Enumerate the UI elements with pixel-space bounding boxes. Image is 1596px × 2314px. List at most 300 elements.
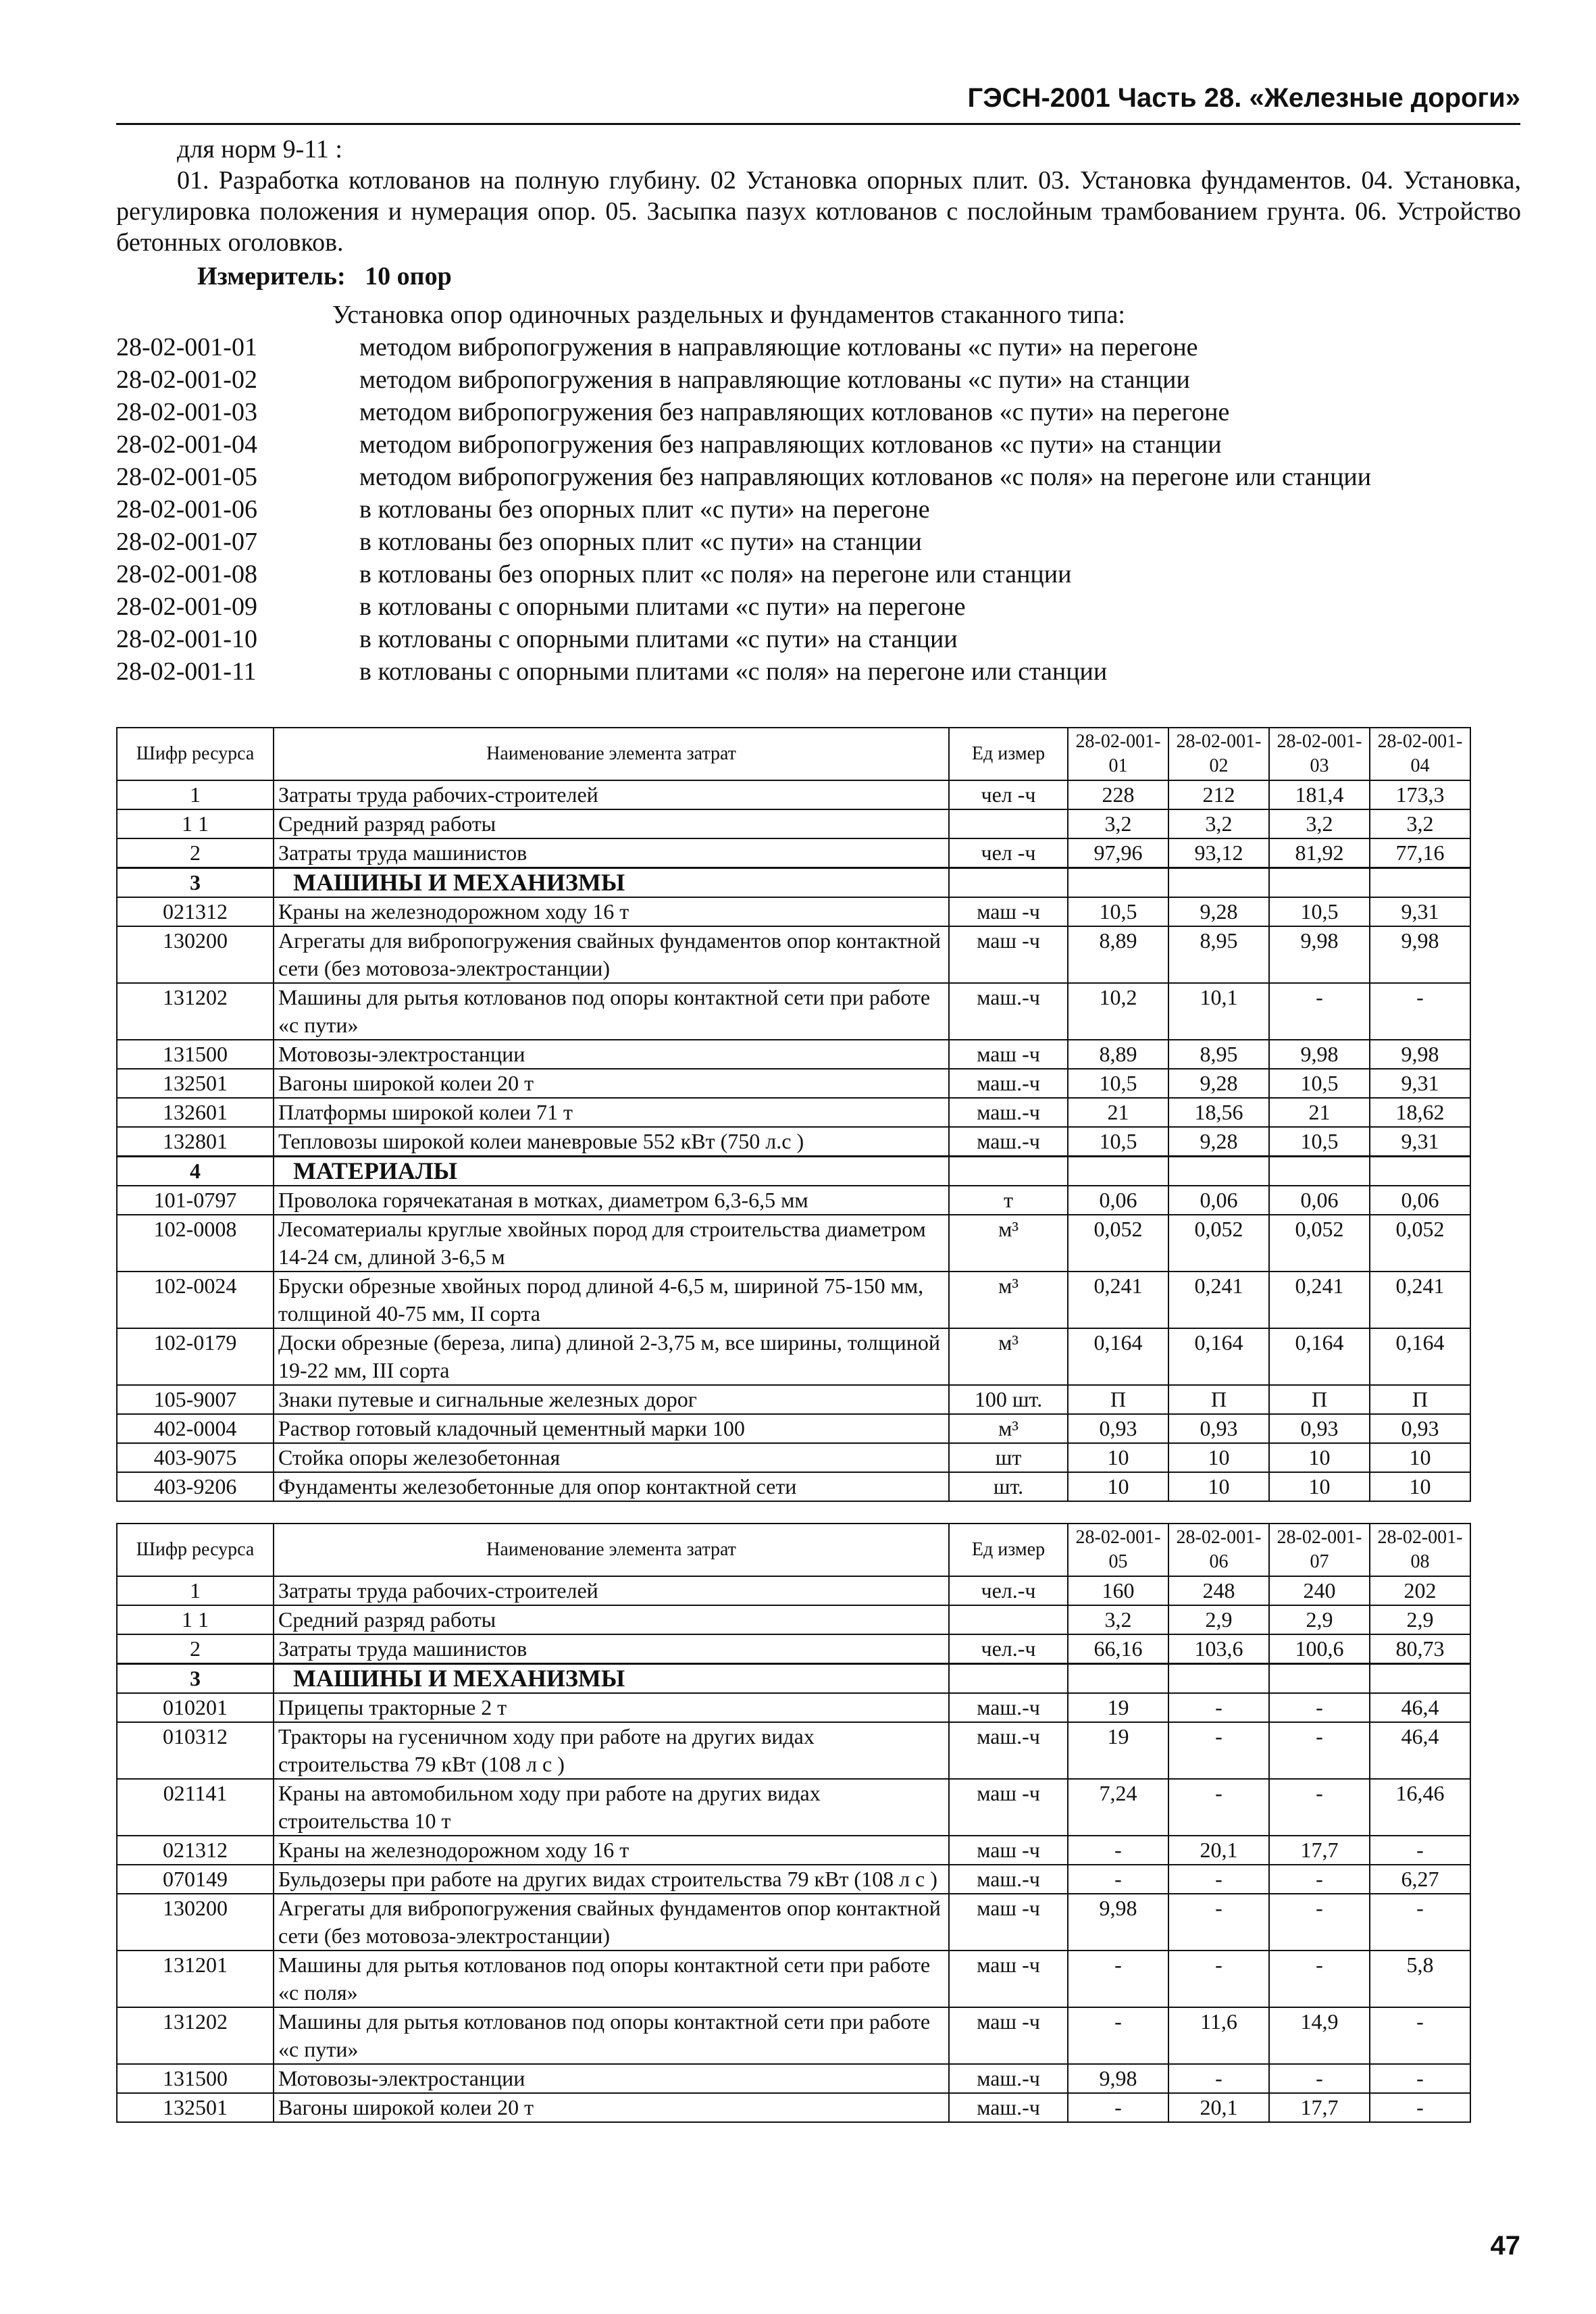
value-cell: 0,052 (1370, 1215, 1470, 1272)
value-cell: - (1168, 1779, 1269, 1836)
table-row (117, 2064, 1470, 2093)
value-cell: 9,31 (1370, 897, 1470, 926)
norm-code-description: в котлованы с опорными плитами «с поля» на перегоне или станции (359, 657, 1108, 686)
norm-code: 28-02-001-04 (116, 430, 257, 459)
section-row (117, 1664, 1470, 1694)
norm-code: 28-02-001-02 (116, 366, 257, 394)
norm-code-row (116, 331, 1521, 363)
value-cell: 173,3 (1370, 780, 1470, 809)
value-cell: 248 (1168, 1576, 1269, 1605)
value-cell: 0,93 (1370, 1414, 1470, 1443)
value-cell: - (1168, 1722, 1269, 1779)
cost-element-name: Стойка опоры железобетонная (274, 1443, 949, 1472)
value-cell: 9,98 (1269, 926, 1370, 983)
value-cell: 8,89 (1068, 1040, 1168, 1069)
value-cell: 8,89 (1068, 926, 1168, 983)
unit-cell: м³ (949, 1272, 1068, 1328)
unit-cell: шт (949, 1443, 1068, 1472)
value-cell: 19 (1068, 1722, 1168, 1779)
value-cell: 0,93 (1269, 1414, 1370, 1443)
value-cell: 212 (1168, 780, 1269, 809)
value-cell: 18,56 (1168, 1098, 1269, 1127)
value-cell: - (1068, 2007, 1168, 2064)
value-cell: 0,164 (1168, 1328, 1269, 1385)
resource-code: 2 (117, 1634, 274, 1664)
table-row (117, 1385, 1470, 1414)
table-row (117, 1328, 1470, 1385)
norm-code-description: методом вибропогружения без направляющих котлованов «с пути» на перегоне (359, 398, 1230, 426)
value-cell: 10,5 (1068, 1127, 1168, 1157)
value-cell: - (1370, 2093, 1470, 2122)
norm-code: 28-02-001-01 (116, 333, 257, 361)
resource-code: 101-0797 (117, 1186, 274, 1215)
value-cell: 5,8 (1370, 1951, 1470, 2007)
unit-cell: маш -ч (949, 2007, 1068, 2064)
intro-block (116, 134, 1521, 292)
value-cell: - (1269, 1779, 1370, 1836)
unit-cell: маш -ч (949, 1951, 1068, 2007)
cost-element-name: Прицепы тракторные 2 т (274, 1693, 949, 1722)
norm-code-description: в котлованы с опорными плитами «с пути» на станции (359, 625, 958, 653)
section-title: МАШИНЫ И МЕХАНИЗМЫ (274, 1664, 949, 1694)
value-cell: - (1269, 2064, 1370, 2093)
value-cell: 2,9 (1168, 1605, 1269, 1634)
value-cell: 3,2 (1068, 1605, 1168, 1634)
table-row (117, 2007, 1470, 2064)
value-cell: 10 (1168, 1472, 1269, 1501)
cost-element-name: Машины для рытья котлованов под опоры контактной сети при работе «с пути» (274, 2007, 949, 2064)
value-cell: 16,46 (1370, 1779, 1470, 1836)
value-cell: 0,06 (1168, 1186, 1269, 1215)
norm-code-row (116, 363, 1521, 396)
col-norm-header: 28-02-001-08 (1370, 1524, 1470, 1576)
section-title: МАШИНЫ И МЕХАНИЗМЫ (274, 868, 949, 898)
table-row (117, 1472, 1470, 1501)
value-cell: 0,06 (1068, 1186, 1168, 1215)
resource-code: 132501 (117, 2093, 274, 2122)
cost-element-name: Бруски обрезные хвойных пород длиной 4-6,5 м, шириной 75-150 мм, толщиной 40-75 мм, II сорта (274, 1272, 949, 1328)
norms-label: для норм 9-11 : (177, 135, 342, 164)
value-cell: 0,052 (1168, 1215, 1269, 1272)
cost-element-name: Мотовозы-электростанции (274, 1040, 949, 1069)
norm-code: 28-02-001-10 (116, 625, 257, 653)
value-cell: 8,95 (1168, 1040, 1269, 1069)
cost-element-name: Тепловозы широкой колеи маневровые 552 кВт (750 л.с ) (274, 1127, 949, 1157)
table-row (117, 983, 1470, 1040)
col-norm-header: 28-02-001-01 (1068, 728, 1168, 780)
value-cell: 17,7 (1269, 2093, 1370, 2122)
norm-code-row (116, 526, 1521, 558)
value-cell: - (1068, 1865, 1168, 1894)
value-cell: - (1168, 1894, 1269, 1951)
unit-cell: м³ (949, 1328, 1068, 1385)
value-cell: 9,31 (1370, 1127, 1470, 1157)
unit-cell: шт. (949, 1472, 1068, 1501)
empty-cell (1068, 1664, 1168, 1694)
norm-code-row (116, 428, 1521, 461)
value-cell: - (1269, 1693, 1370, 1722)
cost-element-name: Машины для рытья котлованов под опоры контактной сети при работе «с поля» (274, 1951, 949, 2007)
value-cell: 9,98 (1068, 2064, 1168, 2093)
cost-element-name: Агрегаты для вибропогружения свайных фундаментов опор контактной сети (без мотовоза-электростанции) (274, 1894, 949, 1951)
measure-value: 10 опор (365, 262, 452, 291)
value-cell: 77,16 (1370, 838, 1470, 868)
norm-code-description: в котлованы без опорных плит «с поля» на перегоне или станции (359, 560, 1072, 588)
empty-cell (1370, 1664, 1470, 1694)
resource-code: 102-0179 (117, 1328, 274, 1385)
table-row (117, 838, 1470, 868)
value-cell: 10,5 (1068, 1069, 1168, 1098)
unit-cell: чел.-ч (949, 1634, 1068, 1664)
table-row (117, 1722, 1470, 1779)
norm-code-description: в котлованы без опорных плит «с пути» на станции (359, 528, 922, 556)
value-cell: - (1269, 1722, 1370, 1779)
unit-cell: м³ (949, 1414, 1068, 1443)
value-cell: 2,9 (1269, 1605, 1370, 1634)
resource-code: 132601 (117, 1098, 274, 1127)
cost-element-name: Краны на автомобильном ходу при работе на других видах строительства 10 т (274, 1779, 949, 1836)
cost-element-name: Раствор готовый кладочный цементный марки 100 (274, 1414, 949, 1443)
value-cell: 3,2 (1068, 809, 1168, 838)
unit-cell: чел -ч (949, 838, 1068, 868)
table-row (117, 1605, 1470, 1634)
value-cell: 10 (1370, 1472, 1470, 1501)
value-cell: 6,27 (1370, 1865, 1470, 1894)
norm-code-description: методом вибропогружения без направляющих котлованов «с поля» на перегоне или станции (359, 463, 1372, 491)
resource-code: 131201 (117, 1951, 274, 2007)
value-cell: 10,5 (1269, 1127, 1370, 1157)
unit-cell: т (949, 1186, 1068, 1215)
table-row (117, 1951, 1470, 2007)
resource-code: 3 (117, 868, 274, 898)
value-cell: 9,28 (1168, 897, 1269, 926)
empty-cell (1370, 1157, 1470, 1186)
norm-code: 28-02-001-09 (116, 593, 257, 621)
operations-text: 01. Разработка котлованов на полную глубину. 02 Установка опорных плит. 03. Установка фундаментов. 04. Установка, регулировка положения и нумерация опор. 05. Засыпка пазух котлованов с послойным трамбованием грунта. 06. Устройство бетонных оголовков. (116, 166, 1521, 257)
col-resource-header: Шифр ресурса (117, 1524, 274, 1576)
cost-element-name: Средний разряд работы (274, 809, 949, 838)
empty-cell (949, 1157, 1068, 1186)
resource-code: 131202 (117, 983, 274, 1040)
empty-cell (1269, 1664, 1370, 1694)
cost-element-name: Затраты труда рабочих-строителей (274, 1576, 949, 1605)
table-row (117, 926, 1470, 983)
value-cell: 11,6 (1168, 2007, 1269, 2064)
resource-code: 1 1 (117, 1605, 274, 1634)
empty-cell (1269, 1157, 1370, 1186)
resource-code: 130200 (117, 1894, 274, 1951)
unit-cell: маш.-ч (949, 2064, 1068, 2093)
value-cell: 10 (1168, 1443, 1269, 1472)
norm-code: 28-02-001-05 (116, 463, 257, 491)
resource-code: 105-9007 (117, 1385, 274, 1414)
value-cell: 81,92 (1269, 838, 1370, 868)
value-cell: 93,12 (1168, 838, 1269, 868)
norm-code: 28-02-001-03 (116, 398, 257, 426)
table-row (117, 809, 1470, 838)
value-cell: 0,164 (1370, 1328, 1470, 1385)
measure-label: Измеритель: (197, 262, 346, 291)
norm-codes-title: Установка опор одиночных раздельных и фундаментов стаканного типа: (332, 301, 1125, 329)
section-title: МАТЕРИАЛЫ (274, 1157, 949, 1186)
value-cell: 9,98 (1068, 1894, 1168, 1951)
value-cell: 10,2 (1068, 983, 1168, 1040)
running-header (116, 81, 1520, 125)
resource-code: 102-0024 (117, 1272, 274, 1328)
table-row (117, 1069, 1470, 1098)
norm-code-row (116, 461, 1521, 493)
value-cell: 10 (1370, 1443, 1470, 1472)
cost-element-name: Фундаменты железобетонные для опор контактной сети (274, 1472, 949, 1501)
resource-code: 010312 (117, 1722, 274, 1779)
value-cell: 8,95 (1168, 926, 1269, 983)
unit-cell (949, 1605, 1068, 1634)
empty-cell (1370, 868, 1470, 898)
value-cell: 17,7 (1269, 1836, 1370, 1865)
value-cell: 0,241 (1168, 1272, 1269, 1328)
empty-cell (1068, 1157, 1168, 1186)
col-norm-header: 28-02-001-05 (1068, 1524, 1168, 1576)
norm-code-description: методом вибропогружения в направляющие котлованы «с пути» на перегоне (359, 333, 1198, 361)
norm-code: 28-02-001-06 (116, 495, 257, 524)
section-row (117, 868, 1470, 898)
value-cell: 3,2 (1269, 809, 1370, 838)
table-row (117, 1040, 1470, 1069)
resource-code: 1 (117, 1576, 274, 1605)
value-cell: 14,9 (1269, 2007, 1370, 2064)
cost-element-name: Краны на железнодорожном ходу 16 т (274, 897, 949, 926)
table-row (117, 1127, 1470, 1157)
col-unit-header: Ед измер (949, 1524, 1068, 1576)
table-row (117, 1272, 1470, 1328)
col-unit-header: Ед измер (949, 728, 1068, 780)
cost-element-name: Агрегаты для вибропогружения свайных фундаментов опор контактной сети (без мотовоза-электростанции) (274, 926, 949, 983)
value-cell: 0,241 (1269, 1272, 1370, 1328)
table-row (117, 1414, 1470, 1443)
empty-cell (1068, 868, 1168, 898)
value-cell: 10,1 (1168, 983, 1269, 1040)
value-cell: 9,98 (1370, 1040, 1470, 1069)
value-cell: 20,1 (1168, 2093, 1269, 2122)
col-name-header: Наименование элемента затрат (274, 1524, 949, 1576)
empty-cell (949, 868, 1068, 898)
col-norm-header: 28-02-001-02 (1168, 728, 1269, 780)
norm-code: 28-02-001-08 (116, 560, 257, 588)
unit-cell: маш -ч (949, 1779, 1068, 1836)
value-cell: - (1269, 1894, 1370, 1951)
value-cell: 46,4 (1370, 1722, 1470, 1779)
resource-code: 402-0004 (117, 1414, 274, 1443)
value-cell: 0,241 (1370, 1272, 1470, 1328)
resource-code: 131202 (117, 2007, 274, 2064)
resource-code: 010201 (117, 1693, 274, 1722)
col-norm-header: 28-02-001-06 (1168, 1524, 1269, 1576)
value-cell: 10 (1068, 1472, 1168, 1501)
value-cell: - (1168, 1693, 1269, 1722)
cost-element-name: Бульдозеры при работе на других видах строительства 79 кВт (108 л с ) (274, 1865, 949, 1894)
empty-cell (1269, 868, 1370, 898)
value-cell: 0,052 (1068, 1215, 1168, 1272)
norm-code-row (116, 493, 1521, 526)
norm-code: 28-02-001-11 (116, 657, 257, 686)
value-cell: 240 (1269, 1576, 1370, 1605)
value-cell: 46,4 (1370, 1693, 1470, 1722)
value-cell: - (1269, 983, 1370, 1040)
table-row (117, 1836, 1470, 1865)
value-cell: П (1068, 1385, 1168, 1414)
table-row (117, 1576, 1470, 1605)
value-cell: 100,6 (1269, 1634, 1370, 1664)
value-cell: - (1370, 1836, 1470, 1865)
unit-cell: маш.-ч (949, 1865, 1068, 1894)
cost-element-name: Затраты труда машинистов (274, 838, 949, 868)
value-cell: 10,5 (1068, 897, 1168, 926)
table-row (117, 1443, 1470, 1472)
table-row (117, 897, 1470, 926)
header-title: ГЭСН-2001 Часть 28. «Железные дороги» (967, 83, 1520, 113)
value-cell: П (1168, 1385, 1269, 1414)
cost-element-name: Вагоны широкой колеи 20 т (274, 1069, 949, 1098)
value-cell: - (1168, 1951, 1269, 2007)
value-cell: П (1370, 1385, 1470, 1414)
unit-cell: маш.-ч (949, 1127, 1068, 1157)
value-cell: 2,9 (1370, 1605, 1470, 1634)
table-row (117, 780, 1470, 809)
col-resource-header: Шифр ресурса (117, 728, 274, 780)
value-cell: 19 (1068, 1693, 1168, 1722)
table-row (117, 1894, 1470, 1951)
unit-cell: чел.-ч (949, 1576, 1068, 1605)
cost-element-name: Затраты труда рабочих-строителей (274, 780, 949, 809)
unit-cell: маш.-ч (949, 1722, 1068, 1779)
value-cell: 18,62 (1370, 1098, 1470, 1127)
value-cell: 10 (1269, 1443, 1370, 1472)
empty-cell (949, 1664, 1068, 1694)
norm-codes-items (116, 331, 1521, 688)
unit-cell: маш.-ч (949, 1693, 1068, 1722)
norm-code-row (116, 655, 1521, 688)
unit-cell: маш -ч (949, 926, 1068, 983)
table-row (117, 1215, 1470, 1272)
value-cell: - (1370, 2007, 1470, 2064)
table-header-row (117, 728, 1470, 780)
value-cell: 80,73 (1370, 1634, 1470, 1664)
value-cell: 10,5 (1269, 897, 1370, 926)
norm-codes-list (116, 299, 1521, 688)
value-cell: 20,1 (1168, 1836, 1269, 1865)
value-cell: 0,93 (1068, 1414, 1168, 1443)
unit-cell: маш -ч (949, 1894, 1068, 1951)
value-cell: - (1269, 1951, 1370, 2007)
value-cell: 21 (1269, 1098, 1370, 1127)
value-cell: 10 (1269, 1472, 1370, 1501)
value-cell: 97,96 (1068, 838, 1168, 868)
table-row (117, 1634, 1470, 1664)
resource-code: 131500 (117, 2064, 274, 2093)
value-cell: - (1370, 1894, 1470, 1951)
unit-cell: маш.-ч (949, 1069, 1068, 1098)
resource-code: 132501 (117, 1069, 274, 1098)
value-cell: 0,241 (1068, 1272, 1168, 1328)
cost-element-name: Затраты труда машинистов (274, 1634, 949, 1664)
unit-cell: маш -ч (949, 897, 1068, 926)
resource-code: 021312 (117, 1836, 274, 1865)
resource-code: 403-9206 (117, 1472, 274, 1501)
table-row (117, 1779, 1470, 1836)
cost-element-name: Средний разряд работы (274, 1605, 949, 1634)
measure-line (116, 261, 1521, 292)
value-cell: - (1068, 1951, 1168, 2007)
empty-cell (1168, 1664, 1269, 1694)
value-cell: 9,28 (1168, 1127, 1269, 1157)
section-row (117, 1157, 1470, 1186)
value-cell: 0,164 (1068, 1328, 1168, 1385)
norm-code-row (116, 558, 1521, 590)
unit-cell: маш -ч (949, 1836, 1068, 1865)
table-header-row (117, 1524, 1470, 1576)
value-cell: - (1068, 1836, 1168, 1865)
value-cell: 21 (1068, 1098, 1168, 1127)
empty-cell (1168, 868, 1269, 898)
value-cell: 0,06 (1370, 1186, 1470, 1215)
resource-code: 3 (117, 1664, 274, 1694)
norm-code-description: методом вибропогружения без направляющих котлованов «с пути» на станции (359, 430, 1222, 459)
resource-table-1 (116, 727, 1471, 1502)
unit-cell: маш.-ч (949, 983, 1068, 1040)
col-norm-header: 28-02-001-07 (1269, 1524, 1370, 1576)
norm-code-description: в котлованы с опорными плитами «с пути» на перегоне (359, 593, 966, 621)
norm-code-row (116, 590, 1521, 623)
col-norm-header: 28-02-001-04 (1370, 728, 1470, 780)
unit-cell (949, 809, 1068, 838)
cost-element-name: Краны на железнодорожном ходу 16 т (274, 1836, 949, 1865)
value-cell: 0,06 (1269, 1186, 1370, 1215)
cost-element-name: Мотовозы-электростанции (274, 2064, 949, 2093)
resource-code: 021312 (117, 897, 274, 926)
norm-code-description: в котлованы без опорных плит «с пути» на перегоне (359, 495, 930, 524)
value-cell: - (1068, 2093, 1168, 2122)
value-cell: 0,164 (1269, 1328, 1370, 1385)
cost-element-name: Тракторы на гусеничном ходу при работе на других видах строительства 79 кВт (108 л с ) (274, 1722, 949, 1779)
resource-code: 1 1 (117, 809, 274, 838)
value-cell: 160 (1068, 1576, 1168, 1605)
table-row (117, 1098, 1470, 1127)
resource-code: 132801 (117, 1127, 274, 1157)
value-cell: 9,98 (1269, 1040, 1370, 1069)
resource-code: 021141 (117, 1779, 274, 1836)
table-row (117, 1693, 1470, 1722)
value-cell: - (1370, 983, 1470, 1040)
value-cell: 9,98 (1370, 926, 1470, 983)
cost-element-name: Платформы широкой колеи 71 т (274, 1098, 949, 1127)
value-cell: 10,5 (1269, 1069, 1370, 1098)
value-cell: 228 (1068, 780, 1168, 809)
value-cell: 0,93 (1168, 1414, 1269, 1443)
resource-table-2 (116, 1523, 1471, 2123)
cost-element-name: Проволока горячекатаная в мотках, диаметром 6,3-6,5 мм (274, 1186, 949, 1215)
value-cell: 103,6 (1168, 1634, 1269, 1664)
resource-code: 1 (117, 780, 274, 809)
resource-code: 070149 (117, 1865, 274, 1894)
unit-cell: чел -ч (949, 780, 1068, 809)
table-row (117, 1186, 1470, 1215)
value-cell: 9,28 (1168, 1069, 1269, 1098)
unit-cell: м³ (949, 1215, 1068, 1272)
resource-code: 403-9075 (117, 1443, 274, 1472)
cost-element-name: Знаки путевые и сигнальные железных дорог (274, 1385, 949, 1414)
resource-code: 4 (117, 1157, 274, 1186)
value-cell: 7,24 (1068, 1779, 1168, 1836)
